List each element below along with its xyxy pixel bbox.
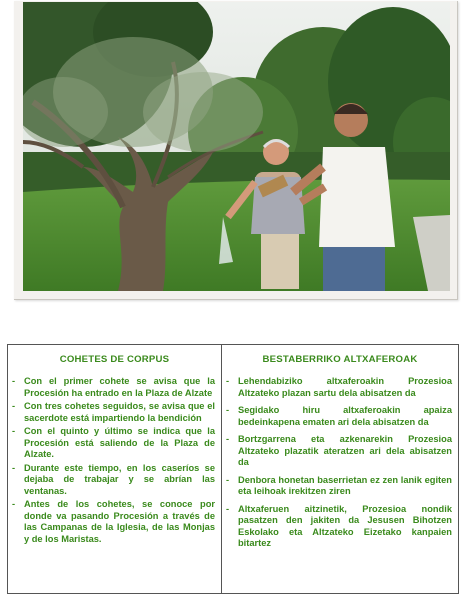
photo-scene [23, 2, 450, 291]
list-spanish [8, 376, 221, 547]
list-item: - Con el primer cohete se avisa que la Procesión ha entrado en la Plaza de Alzate [8, 376, 215, 399]
photograph [23, 2, 450, 291]
list-item: - Con tres cohetes seguidos, se avisa que el sacerdote está impartiendo la bendición [8, 401, 215, 424]
list-item: - Segidako hiru altxaferoakin apaiza bedeinkapena ematen ari dela abisatzen da [222, 405, 452, 428]
list-item: - Antes de los cohetes, se conoce por donde va pasando Procesión a través de las Campanas de la Iglesia, de las Monjas y de los Maristas. [8, 499, 215, 545]
list-basque [222, 376, 458, 556]
list-item: - Denbora honetan baserrietan ez zen lanik egiten eta leihoak irekitzen ziren [222, 475, 452, 498]
list-item: - Lehendabiziko altxaferoakin Prozesioa Altzateko plazan sartu dela abisatzen da [222, 376, 452, 399]
info-table [7, 344, 459, 594]
list-item: - Durante este tiempo, en los caseríos se dejaba de trabajar y se abrían las ventanas. [8, 463, 215, 498]
column-heading-spanish: COHETES DE CORPUS [59, 354, 170, 365]
photo-frame [14, 1, 458, 300]
list-item: - Altxaferuen aitzinetik, Prozesioa nondik pasatzen den jakiten da Jesusen Bihotzen Eskolako eta Altzateko Eizetako kanpaien bitartez [222, 504, 452, 550]
list-item: - Bortzgarrena eta azkenarekin Prozesioa Altzateko plazatik ateratzen ari dela abisatzen da [222, 434, 452, 469]
list-item: - Con el quinto y último se indica que la Procesión está saliendo de la Plaza de Alzate. [8, 426, 215, 461]
column-spanish [8, 345, 222, 593]
column-heading-basque: BESTABERRIKO ALTXAFEROAK [262, 354, 418, 365]
column-basque [222, 345, 458, 593]
